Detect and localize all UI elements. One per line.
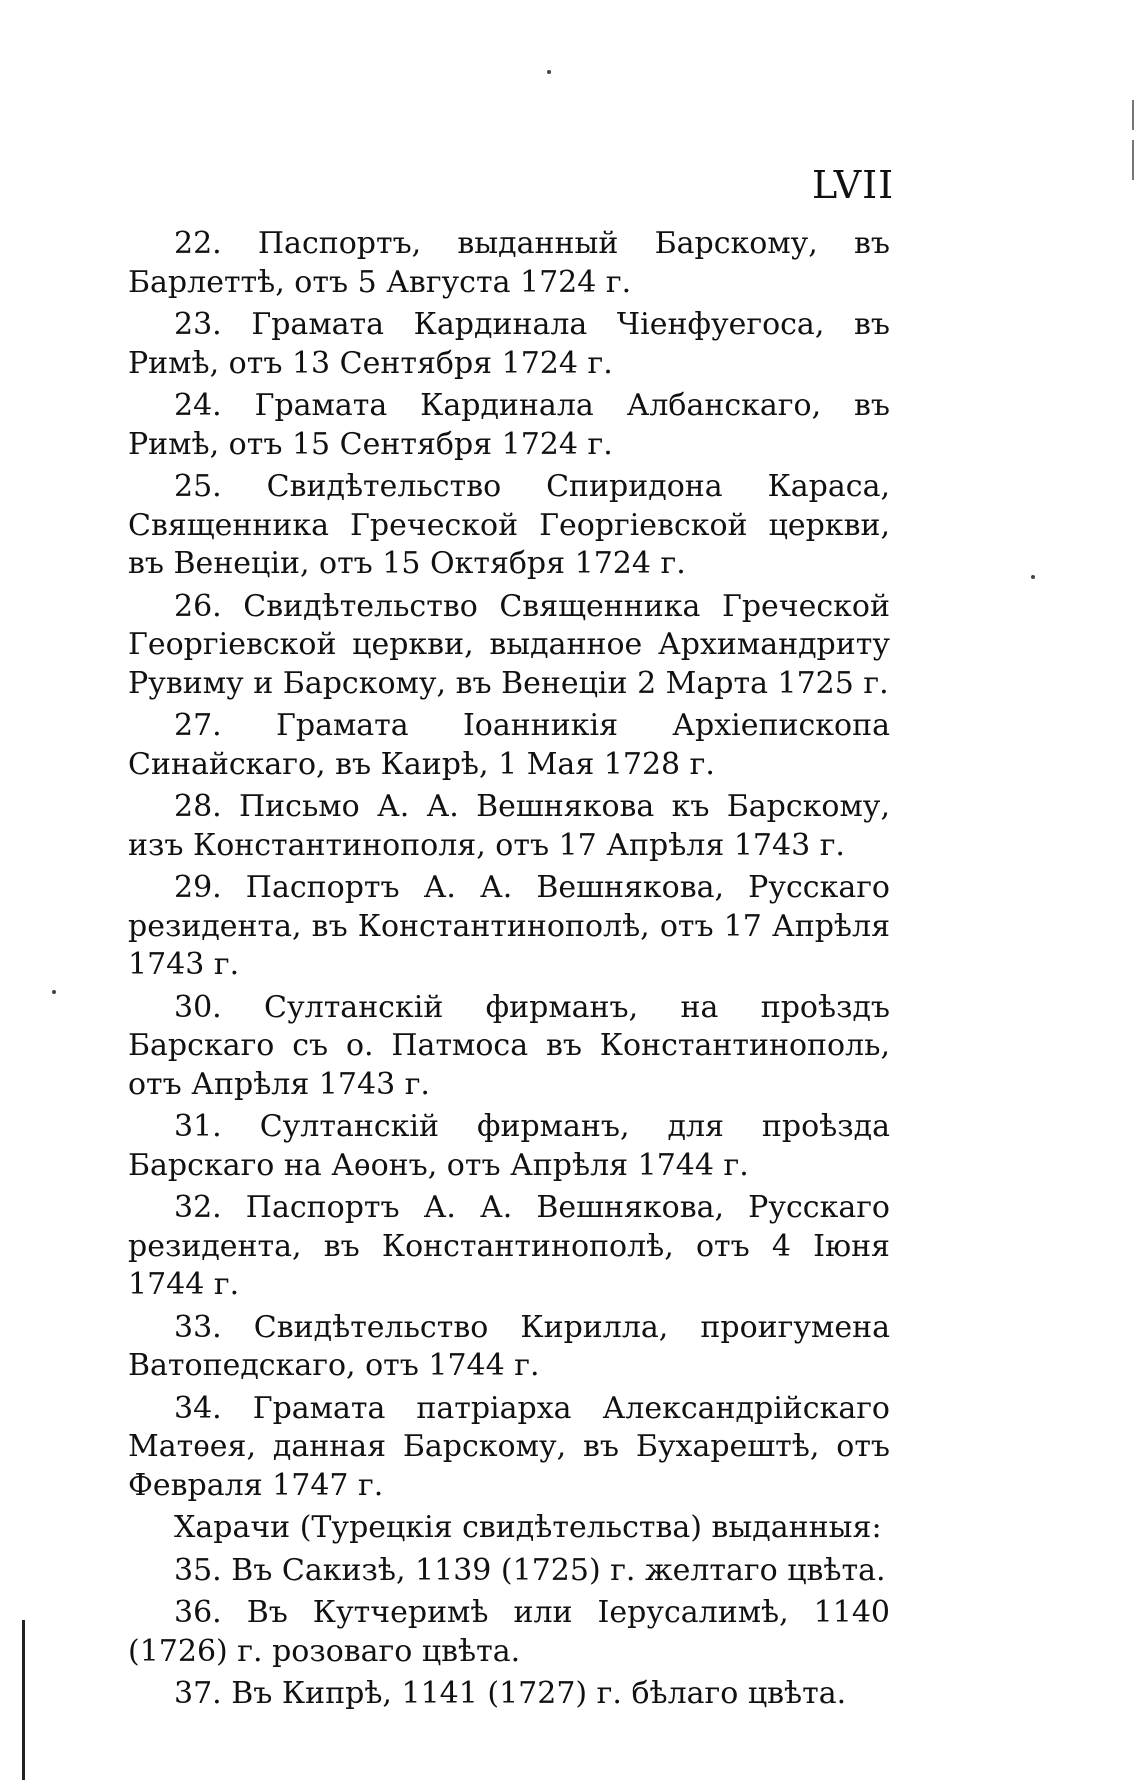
list-item: 32. Паспортъ А. А. Вешнякова, Русскаго резидента, въ Константинополѣ, отъ 4 Іюня 1744 г.	[128, 1190, 890, 1302]
list-item: 22. Паспортъ, выданный Барскому, въ Барлеттѣ, отъ 5 Августа 1724 г.	[128, 226, 890, 300]
list-item: 30. Султанскій фирманъ, на проѣздъ Барскаго съ о. Патмоса въ Константинополь, отъ Апрѣля 1743 г.	[128, 989, 890, 1102]
scan-edge-mark	[1132, 140, 1134, 180]
list-item: 26. Свидѣтельство Священника Греческой Георгіевской церкви, выданное Архимандриту Рувиму и Барскому, въ Венеціи 2 Марта 1725 г.	[128, 588, 890, 701]
list-item: 36. Въ Кутчеримѣ или Іерусалимѣ, 1140 (1726) г. розоваго цвѣта.	[128, 1595, 890, 1669]
scan-speck	[547, 70, 551, 74]
scan-edge-mark	[1132, 100, 1134, 130]
list-item: 29. Паспортъ А. А. Вешнякова, Русскаго резидента, въ Константинополѣ, отъ 17 Апрѣля 1743 г.	[128, 870, 890, 982]
page-number: LVII	[812, 163, 895, 207]
list-item: 35. Въ Сакизѣ, 1139 (1725) г. желтаго цвѣта.	[174, 1552, 886, 1588]
scan-speck	[1031, 575, 1035, 579]
list-item: 37. Въ Кипрѣ, 1141 (1727) г. бѣлаго цвѣта.	[174, 1676, 847, 1711]
list-item: 25. Свидѣтельство Спиридона Караса, Священника Греческой Георгіевской церкви, въ Венеціи, отъ 15 Октября 1724 г.	[128, 469, 890, 581]
list-item: 23. Грамата Кардинала Чіенфуегоса, въ Римѣ, отъ 13 Сентября 1724 г.	[128, 307, 890, 381]
scan-speck	[52, 990, 56, 994]
list-item: 28. Письмо А. А. Вешнякова къ Барскому, изъ Константинополя, отъ 17 Апрѣля 1743 г.	[128, 789, 890, 863]
list-item: 24. Грамата Кардинала Албанскаго, въ Римѣ, отъ 15 Сентября 1724 г.	[128, 388, 890, 462]
list-item: 34. Грамата патріарха Александрійскаго Матѳея, данная Барскому, въ Бухарештѣ, отъ Февраля 1747 г.	[128, 1390, 890, 1503]
list-item: 33. Свидѣтельство Кирилла, проигумена Ватопедскаго, отъ 1744 г.	[128, 1309, 890, 1383]
document-list	[128, 225, 890, 1718]
list-subheading: Харачи (Турецкія свидѣтельства) выданныя:	[174, 1510, 882, 1545]
scan-edge-mark	[22, 1620, 25, 1780]
list-item: 31. Султанскій фирманъ, для проѣзда Барскаго на Аѳонъ, отъ Апрѣля 1744 г.	[128, 1109, 890, 1183]
list-item: 27. Грамата Іоанникія Архіепископа Синайскаго, въ Каирѣ, 1 Мая 1728 г.	[128, 708, 890, 782]
